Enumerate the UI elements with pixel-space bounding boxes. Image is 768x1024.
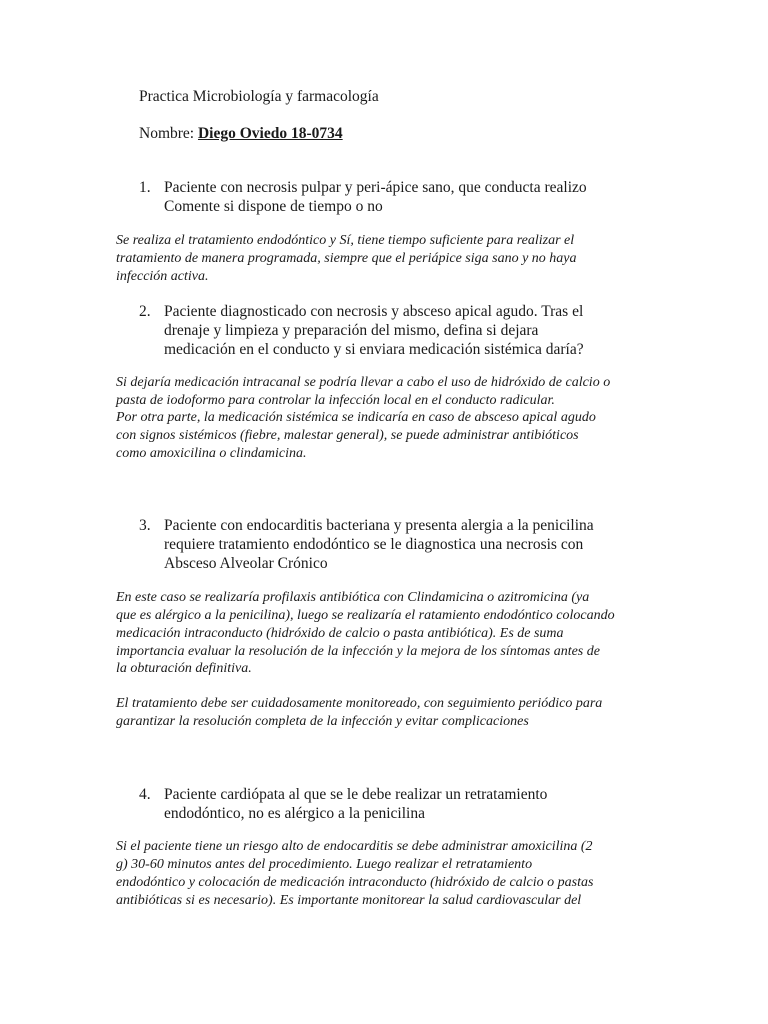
question-2-line-2: drenaje y limpieza y preparación del mismo, defina si dejara [164, 322, 539, 339]
answer-1-line-3: infección activa. [116, 269, 209, 284]
answer-4-line-2: g) 30-60 minutos antes del procedimiento. Luego realizar el retratamiento [116, 857, 533, 872]
answer-4-line-3: endodóntico y colocación de medicación intraconducto (hidróxido de calcio o pastas [116, 875, 594, 890]
question-2-line-1: Paciente diagnosticado con necrosis y absceso apical agudo. Tras el [164, 303, 584, 320]
student-name: Diego Oviedo 18-0734 [197, 125, 343, 142]
answer-3-line-3: medicación intraconducto (hidróxido de calcio o pasta antibiótica). Es de suma [116, 626, 564, 641]
name-label: Nombre: [139, 125, 195, 142]
answer-3-line-1: En este caso se realizaría profilaxis antibiótica con Clindamicina o azitromicina (ya [116, 590, 590, 605]
student-name-line [139, 125, 343, 143]
answer-2-line-1: Si dejaría medicación intracanal se podría llevar a cabo el uso de hidróxido de calcio o [116, 375, 611, 390]
answer-4-line-1: Si el paciente tiene un riesgo alto de endocarditis se debe administrar amoxicilina (2 [116, 839, 593, 854]
answer-3b-line-2: garantizar la resolución completa de la infección y evitar complicaciones [116, 714, 529, 729]
answer-2-line-4: con signos sistémicos (fiebre, malestar general), se puede administrar antibióticos [116, 428, 579, 443]
answer-3-line-5: la obturación definitiva. [116, 661, 252, 676]
question-2-line-3: medicación en el conducto y si enviara medicación sistémica daría? [164, 341, 584, 358]
answer-2-line-3: Por otra parte, la medicación sistémica se indicaría en caso de absceso apical agudo [116, 410, 596, 425]
answer-3b-line-1: El tratamiento debe ser cuidadosamente monitoreado, con seguimiento periódico para [116, 696, 603, 711]
answer-2-line-5: como amoxicilina o clindamicina. [116, 446, 307, 461]
question-4-line-2: endodóntico, no es alérgico a la penicilina [164, 805, 425, 822]
answer-3-line-2: que es alérgico a la penicilina), luego se realizaría el ratamiento endodóntico colocando [116, 608, 615, 623]
question-1-line-2: Comente si dispone de tiempo o no [164, 198, 383, 215]
answer-1-line-1: Se realiza el tratamiento endodóntico y Sí, tiene tiempo suficiente para realizar el [116, 233, 575, 248]
question-1-line-1: Paciente con necrosis pulpar y peri-ápice sano, que conducta realizo [164, 179, 587, 196]
question-3-line-1: Paciente con endocarditis bacteriana y presenta alergia a la penicilina [164, 517, 594, 534]
question-3-line-3: Absceso Alveolar Crónico [164, 555, 328, 572]
answer-4-line-4: antibióticas si es necesario). Es importante monitorear la salud cardiovascular del [116, 893, 582, 908]
question-2-number: 2. [139, 303, 151, 320]
answer-3-line-4: importancia evaluar la resolución de la infección y la mejora de los síntomas antes de [116, 644, 600, 659]
question-4-line-1: Paciente cardiópata al que se le debe realizar un retratamiento [164, 786, 548, 803]
question-3-number: 3. [139, 517, 151, 534]
question-4-number: 4. [139, 786, 151, 803]
answer-1-line-2: tratamiento de manera programada, siempre que el periápice siga sano y no haya [116, 251, 577, 266]
document-title: Practica Microbiología y farmacología [139, 88, 379, 105]
answer-2-line-2: pasta de iodoformo para controlar la infección local en el conducto radicular. [116, 393, 555, 408]
question-1-number: 1. [139, 179, 151, 196]
question-3-line-2: requiere tratamiento endodóntico se le diagnostica una necrosis con [164, 536, 584, 553]
